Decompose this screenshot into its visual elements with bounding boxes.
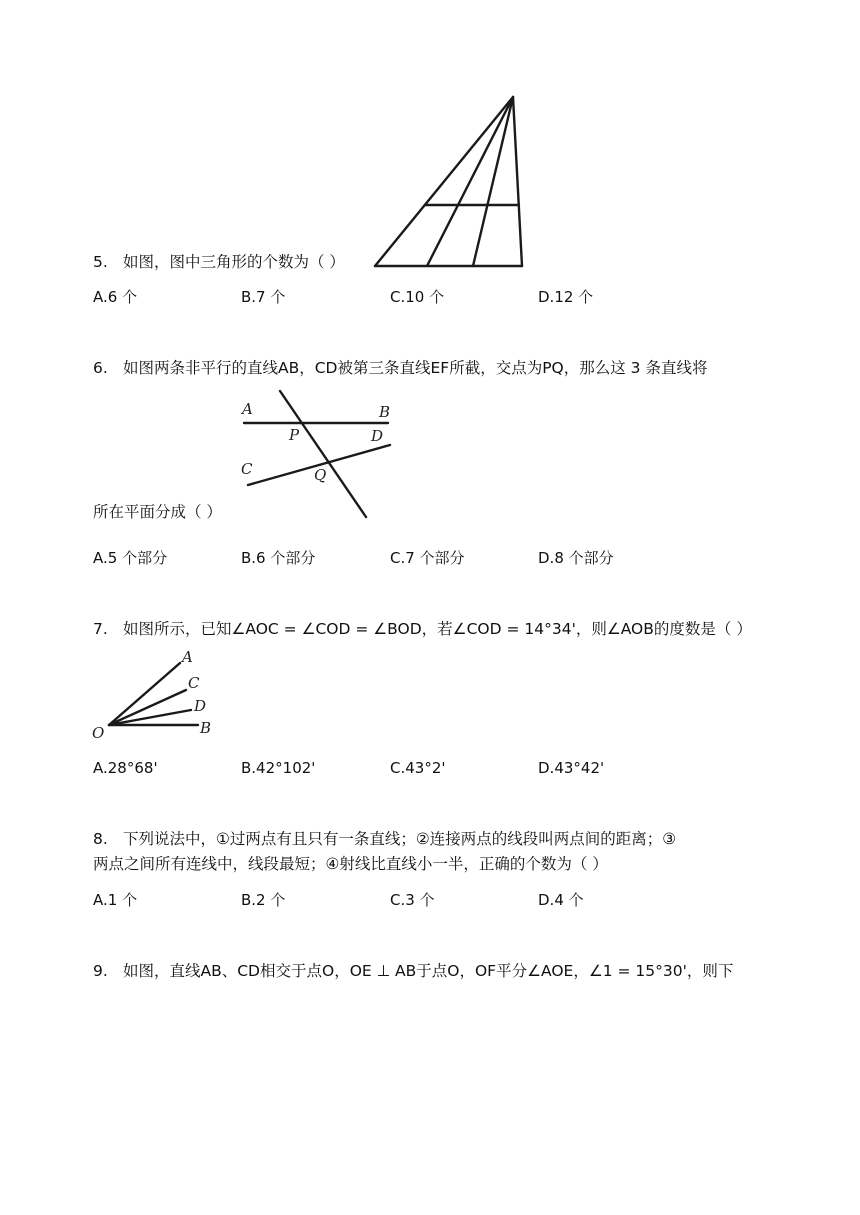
label-d: D xyxy=(371,427,384,445)
question-text: 如图，图中三角形的个数为（ ） xyxy=(123,253,345,271)
q8-option-b[interactable]: B.2 个 xyxy=(241,891,286,909)
label-q: Q xyxy=(314,466,327,484)
q5-option-b[interactable]: B.7 个 xyxy=(241,288,286,306)
q7-option-b[interactable]: B.42°102' xyxy=(241,759,316,777)
label-c: C xyxy=(188,674,200,692)
label-o: O xyxy=(92,724,105,742)
q7-option-d[interactable]: D.43°42' xyxy=(538,759,605,777)
label-a: A xyxy=(182,648,193,666)
question-8 xyxy=(93,829,676,849)
question-7 xyxy=(93,619,752,639)
question-number: 7. xyxy=(93,620,108,638)
label-p: P xyxy=(289,426,300,444)
question-text: 如图，直线AB、CD相交于点O，OE ⊥ AB于点O，OF平分∠AOE，∠1 = 15°30'，则下 xyxy=(123,962,734,980)
q6-option-b[interactable]: B.6 个部分 xyxy=(241,549,316,567)
q7-option-a[interactable]: A.28°68' xyxy=(93,759,158,777)
label-b: B xyxy=(379,403,391,421)
question-text: 如图所示，已知∠AOC = ∠COD = ∠BOD，若∠COD = 14°34'，则∠AOB的度数是（ ） xyxy=(123,620,752,638)
question-number: 6. xyxy=(93,359,108,377)
question-text: 下列说法中，①过两点有且只有一条直线；②连接两点的线段叫两点间的距离；③ xyxy=(123,830,677,848)
q8-option-a[interactable]: A.1 个 xyxy=(93,891,138,909)
q5-option-c[interactable]: C.10 个 xyxy=(390,288,445,306)
q6-intersecting-lines-figure xyxy=(236,385,401,525)
question-text: 如图两条非平行的直线AB，CD被第三条直线EF所截，交点为PQ，那么这 3 条直线将 xyxy=(123,359,708,377)
label-b: B xyxy=(200,719,212,737)
label-d: D xyxy=(194,697,207,715)
label-a: A xyxy=(242,400,253,418)
q6-option-d[interactable]: D.8 个部分 xyxy=(538,549,614,567)
q5-option-a[interactable]: A.6 个 xyxy=(93,288,138,306)
q8-option-c[interactable]: C.3 个 xyxy=(390,891,435,909)
q7-option-c[interactable]: C.43°2' xyxy=(390,759,446,777)
q7-angles-figure xyxy=(88,645,223,745)
question-5 xyxy=(93,252,345,272)
question-8-continued: 两点之间所有连线中，线段最短；④射线比直线小一半，正确的个数为（ ） xyxy=(93,855,608,873)
question-number: 5. xyxy=(93,253,108,271)
question-9 xyxy=(93,961,733,981)
q8-option-d[interactable]: D.4 个 xyxy=(538,891,584,909)
question-number: 8. xyxy=(93,830,108,848)
question-number: 9. xyxy=(93,962,108,980)
q6-option-a[interactable]: A.5 个部分 xyxy=(93,549,168,567)
question-6 xyxy=(93,358,707,378)
q5-option-d[interactable]: D.12 个 xyxy=(538,288,594,306)
q5-triangle-figure xyxy=(370,92,530,272)
q6-option-c[interactable]: C.7 个部分 xyxy=(390,549,465,567)
label-c: C xyxy=(241,460,253,478)
question-6-continued: 所在平面分成（ ） xyxy=(93,503,222,521)
